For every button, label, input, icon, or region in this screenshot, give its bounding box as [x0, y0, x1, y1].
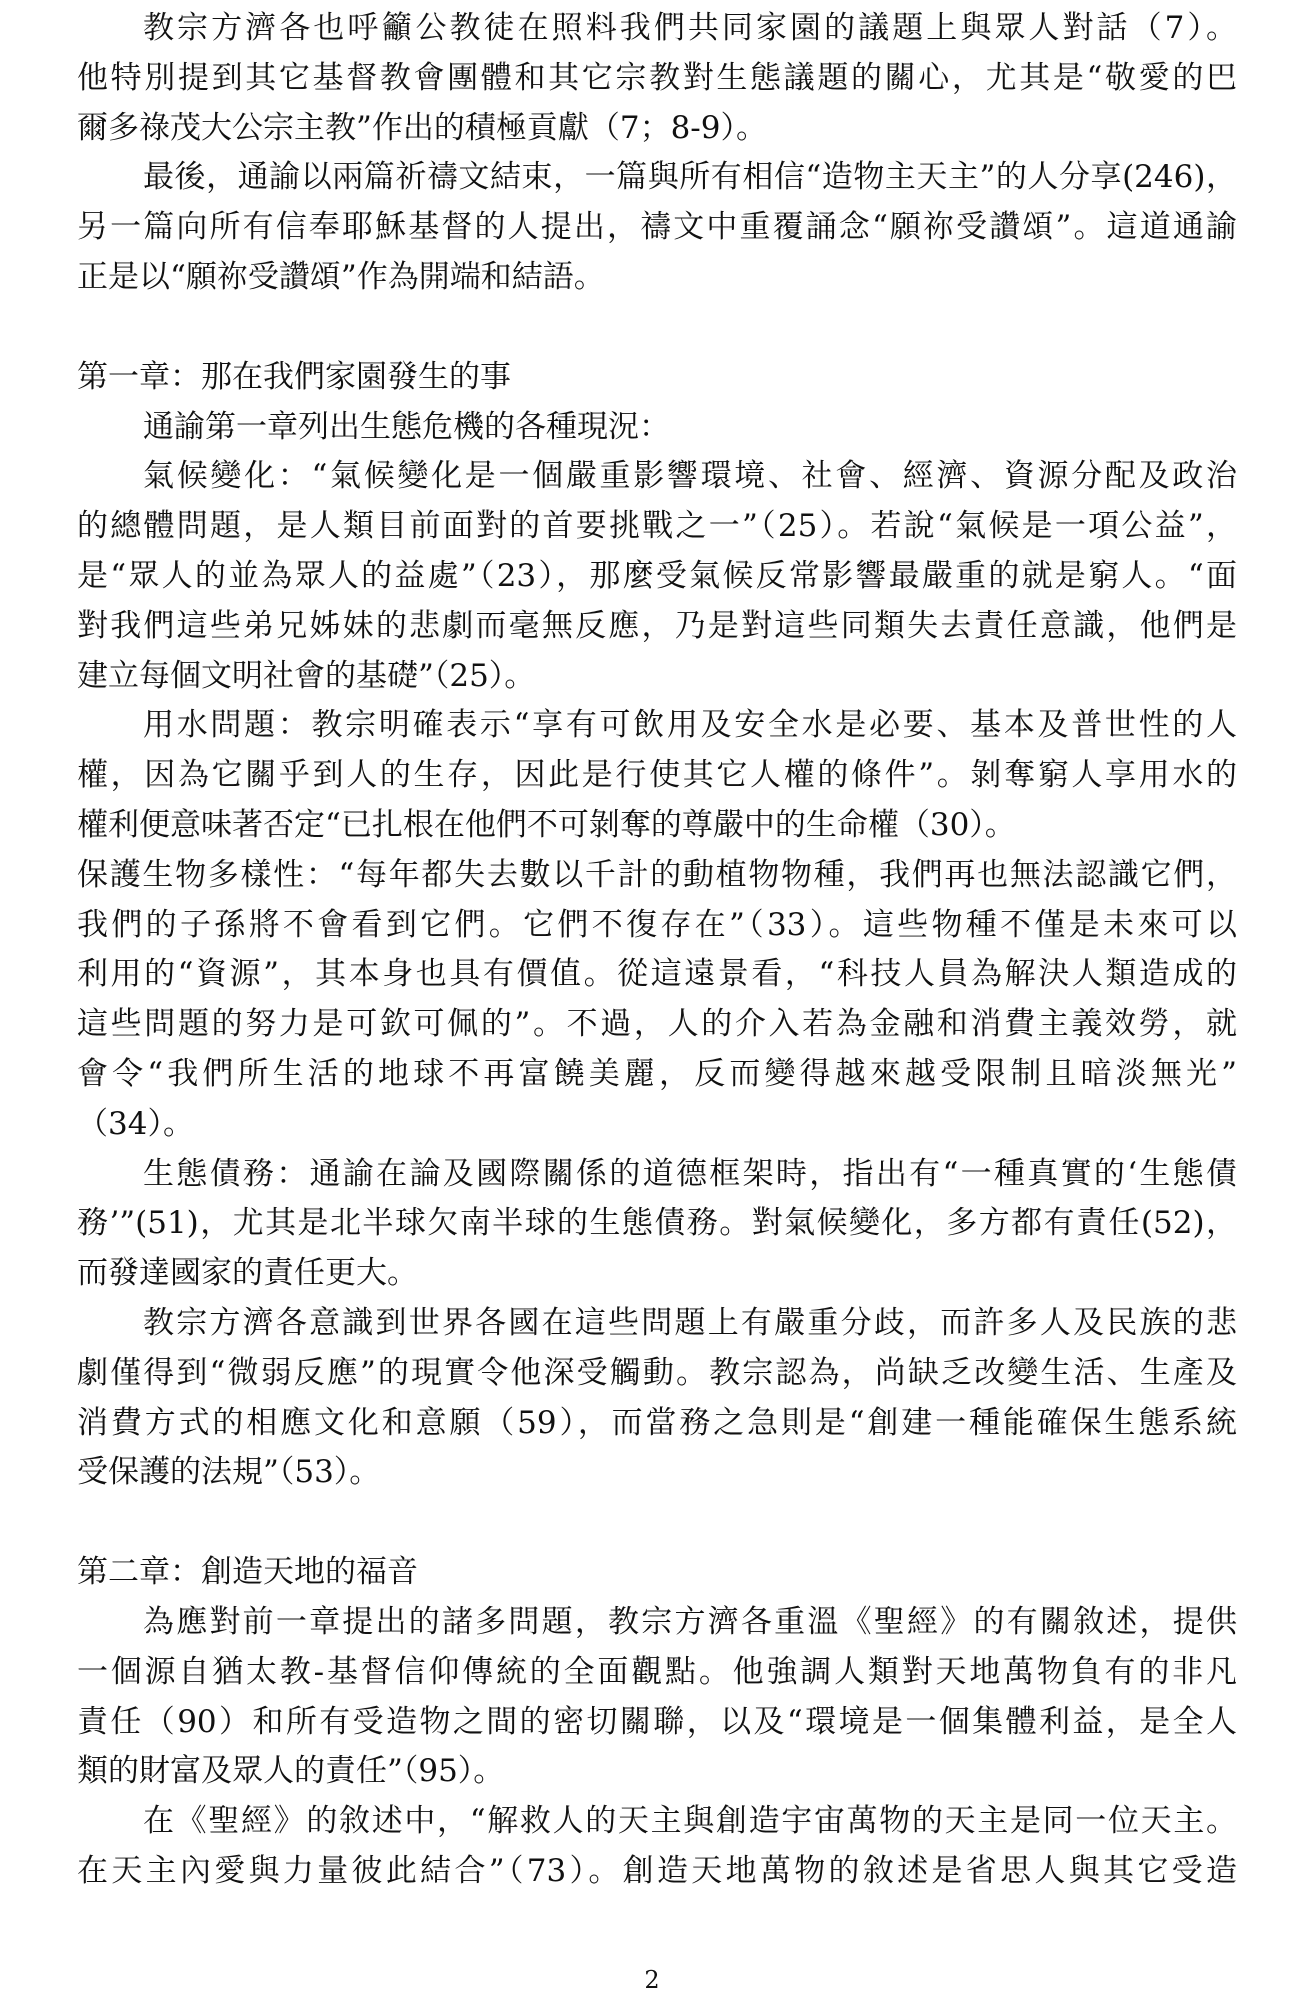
text-line: 教宗方濟各也呼籲公教徒在照料我們共同家園的議題上與眾人對話（7）。: [143, 10, 1237, 46]
text-line: 最後，通諭以兩篇祈禱文結束，一篇與所有相信“造物主天主”的人分享(246)，: [143, 159, 1237, 196]
document-body: [77, 4, 1237, 1897]
text-line: 在《聖經》的敘述中，“解救人的天主與創造宇宙萬物的天主是同一位天主。: [143, 1803, 1237, 1840]
paragraph-ecological-debt: [77, 1150, 1237, 1299]
chapter-2-section: [77, 1548, 1237, 1897]
text-line: 他特別提到其它基督教會團體和其它宗教對生態議題的關心，尤其是“敬愛的巴: [77, 59, 1237, 96]
paragraph-biodiversity: [77, 851, 1237, 1150]
text-line: 在天主內愛與力量彼此結合”（73）。創造天地萬物的敘述是省思人與其它受造: [77, 1852, 1237, 1889]
text-line: 正是以“願祢受讚頌”作為開端和結語。: [77, 258, 605, 295]
text-line: 而發達國家的責任更大。: [77, 1255, 418, 1292]
text-line: 受保護的法規”（53）。: [77, 1454, 381, 1491]
text-line: 是“眾人的並為眾人的益處”（23），那麼受氣候反常影響最嚴重的就是窮人。“面: [77, 557, 1237, 594]
text-line: 氣候變化：“氣候變化是一個嚴重影響環境、社會、經濟、資源分配及政治: [143, 458, 1237, 495]
text-line: 劇僅得到“微弱反應”的現實令他深受觸動。教宗認為，尚缺乏改變生活、生產及: [77, 1354, 1237, 1391]
chapter-2-heading: 第二章：創造天地的福音: [77, 1554, 418, 1591]
paragraph-climate: [77, 452, 1237, 701]
text-line: 教宗方濟各意識到世界各國在這些問題上有嚴重分歧，而許多人及民族的悲: [143, 1304, 1237, 1341]
paragraph-scripture: [77, 1598, 1237, 1797]
paragraph-dialogue: [77, 4, 1237, 153]
page-number: 2: [644, 1966, 660, 1994]
chapter-1-heading: 第一章：那在我們家園發生的事: [77, 358, 511, 395]
text-line: （34）。: [77, 1105, 194, 1142]
text-line: 的總體問題，是人類目前面對的首要挑戰之一”（25）。若說“氣候是一項公益”，: [77, 508, 1237, 545]
section-spacer: [77, 1498, 1237, 1548]
text-line: 為應對前一章提出的諸多問題，教宗方濟各重溫《聖經》的有關敘述，提供: [143, 1603, 1237, 1640]
text-line: 我們的子孫將不會看到它們。它們不復存在”（33）。這些物種不僅是未來可以: [77, 906, 1237, 943]
text-line: 保護生物多樣性：“每年都失去數以千計的動植物物種，我們再也無法認識它們，: [77, 856, 1237, 893]
text-line: 爾多祿茂大公宗主教”作出的積極貢獻（7；8-9）。: [77, 109, 767, 146]
text-line: 權利便意味著否定“已扎根在他們不可剝奪的尊嚴中的生命權（30）。: [77, 806, 1016, 843]
text-line: 一個源自猶太教-基督信仰傳統的全面觀點。他強調人類對天地萬物負有的非凡: [77, 1653, 1237, 1690]
section-spacer: [77, 303, 1237, 353]
text-line: 生態債務：通諭在論及國際關係的道德框架時，指出有“一種真實的‘生態債: [143, 1155, 1237, 1192]
text-line: 類的財富及眾人的責任”（95）。: [77, 1753, 505, 1790]
text-line: 務’”(51)，尤其是北半球欠南半球的生態債務。對氣候變化，多方都有責任(52)，: [77, 1205, 1237, 1242]
text-line: 會令“我們所生活的地球不再富饒美麗，反而變得越來越受限制且暗淡無光”: [77, 1055, 1237, 1092]
text-line: 責任（90）和所有受造物之間的密切關聯，以及“環境是一個集體利益，是全人: [77, 1703, 1237, 1740]
paragraph-weak-response: [77, 1299, 1237, 1498]
text-line: 用水問題：教宗明確表示“享有可飲用及安全水是必要、基本及普世性的人: [143, 707, 1237, 744]
text-line: 建立每個文明社會的基礎”（25）。: [77, 657, 536, 694]
chapter-1-intro: 通諭第一章列出生態危機的各種現況：: [143, 408, 670, 445]
text-line: 權，因為它關乎到人的生存，因此是行使其它人權的條件”。剝奪窮人享用水的: [77, 757, 1237, 794]
text-line: 另一篇向所有信奉耶穌基督的人提出，禱文中重覆誦念“願祢受讚頌”。這道通諭: [77, 209, 1237, 246]
paragraph-water: [77, 701, 1237, 850]
text-line: 這些問題的努力是可欽可佩的”。不過，人的介入若為金融和消費主義效勞，就: [77, 1006, 1237, 1043]
text-line: 對我們這些弟兄姊妹的悲劇而毫無反應，乃是對這些同類失去責任意識，他們是: [77, 607, 1237, 644]
paragraph-prayers: [77, 153, 1237, 302]
chapter-1-section: [77, 353, 1237, 1498]
text-line: 利用的“資源”，其本身也具有價值。從這遠景看，“科技人員為解決人類造成的: [77, 956, 1237, 993]
text-line: 消費方式的相應文化和意願（59），而當務之急則是“創建一種能確保生態系統: [77, 1404, 1237, 1441]
paragraph-creation: [77, 1797, 1237, 1897]
